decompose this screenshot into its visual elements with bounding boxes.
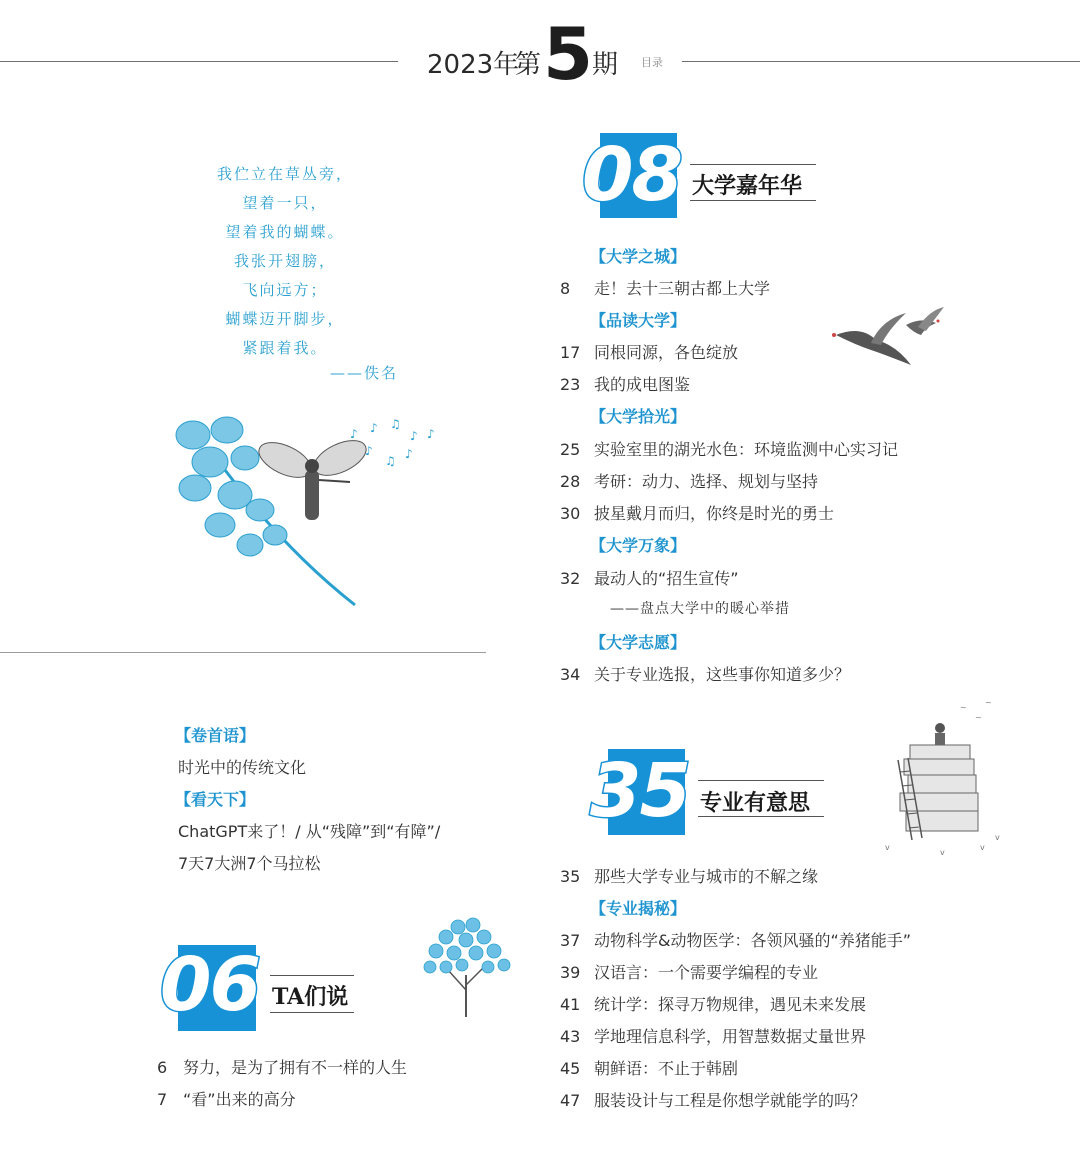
label-university-panorama: 【大学万象】 xyxy=(590,536,687,555)
section-06-rule-top xyxy=(270,975,354,976)
entry-title: 披星戴月而归，你终是时光的勇士 xyxy=(594,504,835,523)
entry-title: 朝鲜语：不止于韩剧 xyxy=(594,1059,739,1078)
svg-text:v: v xyxy=(940,848,945,857)
svg-text:♫: ♫ xyxy=(385,454,396,468)
leaf-fairy-illustration xyxy=(165,410,445,610)
poem-line: 我伫立在草丛旁， xyxy=(216,165,353,183)
entry-title: 服装设计与工程是你想学就能学的吗？ xyxy=(594,1091,867,1110)
label-university-city: 【大学之城】 xyxy=(590,247,687,266)
entry-title: 学地理信息科学，用智慧数据丈量世界 xyxy=(594,1027,867,1046)
section-06-number: 06 xyxy=(160,942,259,1028)
book-stack-illustration xyxy=(880,690,1010,860)
issue-prefix: 第 xyxy=(515,50,542,80)
toc-entry[interactable] xyxy=(560,864,818,887)
svg-text:v: v xyxy=(885,843,890,852)
entry-title: 努力，是为了拥有不一样的人生 xyxy=(183,1058,408,1077)
poem-line: 紧跟着我。 xyxy=(242,339,328,357)
entry-title: 最动人的“招生宣传” xyxy=(594,569,739,588)
page-number: 37 xyxy=(560,931,581,950)
toc-entry[interactable] xyxy=(560,276,770,299)
issue-year: 2023年 xyxy=(427,50,520,80)
entry-subtitle: ——盘点大学中的暖心举措 xyxy=(610,601,790,617)
swallows-illustration xyxy=(826,305,946,385)
toc-entry[interactable] xyxy=(157,1087,296,1110)
svg-text:~: ~ xyxy=(985,698,992,707)
page-number: 47 xyxy=(560,1091,581,1110)
label-university-aspiration: 【大学志愿】 xyxy=(590,633,687,652)
page-number: 8 xyxy=(560,279,571,298)
svg-text:♪: ♪ xyxy=(350,427,358,441)
entry-title: 走！去十三朝古都上大学 xyxy=(594,279,771,298)
label-preface: 【卷首语】 xyxy=(175,726,256,745)
list-item[interactable]: 时光中的传统文化 xyxy=(178,758,307,777)
toc-entry[interactable] xyxy=(157,1055,407,1078)
page-number: 25 xyxy=(560,440,581,459)
toc-entry[interactable] xyxy=(560,469,818,492)
entry-title: “看”出来的高分 xyxy=(183,1090,296,1109)
toc-entry[interactable] xyxy=(560,992,866,1015)
left-divider xyxy=(0,652,486,653)
page-number: 35 xyxy=(560,867,581,886)
poem-line: 蝴蝶迈开脚步， xyxy=(225,310,345,328)
page-number: 34 xyxy=(560,665,581,684)
toc-entry[interactable] xyxy=(560,340,738,363)
entry-title: 动物科学&动物医学：各领风骚的“养猪能手” xyxy=(594,931,912,950)
list-item[interactable]: 7天7大洲7个马拉松 xyxy=(178,854,321,873)
section-08-title: 大学嘉年华 xyxy=(692,173,803,199)
page-number: 7 xyxy=(157,1090,168,1109)
page-number: 6 xyxy=(157,1058,168,1077)
svg-text:~: ~ xyxy=(960,703,967,712)
svg-text:v: v xyxy=(980,843,985,852)
entry-title: 我的成电图鉴 xyxy=(594,375,691,394)
entry-title: 汉语言：一个需要学编程的专业 xyxy=(594,963,819,982)
page-number: 17 xyxy=(560,343,581,362)
toc-entry[interactable] xyxy=(560,566,739,589)
svg-text:v: v xyxy=(995,833,1000,842)
section-08-rule-top xyxy=(690,164,816,165)
poem-line: 望着我的蝴蝶。 xyxy=(225,223,345,241)
section-35-rule-bottom xyxy=(698,816,824,817)
toc-entry[interactable] xyxy=(560,501,834,524)
page-number: 23 xyxy=(560,375,581,394)
entry-title: 那些大学专业与城市的不解之缘 xyxy=(594,867,819,886)
poem xyxy=(160,160,410,363)
section-35-number: 35 xyxy=(590,748,689,834)
page-number: 41 xyxy=(560,995,581,1014)
entry-title: 统计学：探寻万物规律，遇见未来发展 xyxy=(594,995,867,1014)
toc-entry[interactable] xyxy=(560,662,850,685)
section-06-rule-bottom xyxy=(270,1012,354,1013)
toc-entry[interactable] xyxy=(560,1024,866,1047)
section-08-rule-bottom xyxy=(690,200,816,201)
toc-entry[interactable] xyxy=(560,1056,738,1079)
section-08-number: 08 xyxy=(582,132,681,218)
poem-line: 我张开翅膀， xyxy=(233,252,336,270)
blue-flower-illustration xyxy=(418,915,518,1020)
header-rule-left xyxy=(0,61,398,62)
page-number: 28 xyxy=(560,472,581,491)
toc-label: 目录 xyxy=(641,56,663,69)
toc-entry[interactable] xyxy=(560,960,818,983)
toc-entry[interactable] xyxy=(560,372,690,395)
page-number: 39 xyxy=(560,963,581,982)
poem-author: ——佚名 xyxy=(330,364,399,382)
poem-line: 望着一只， xyxy=(242,194,328,212)
label-university-moments: 【大学拾光】 xyxy=(590,407,687,426)
entry-title: 关于专业选报，这些事你知道多少？ xyxy=(594,665,851,684)
entry-title: 实验室里的湖光水色：环境监测中心实习记 xyxy=(594,440,899,459)
label-world: 【看天下】 xyxy=(175,790,256,809)
section-35-title: 专业有意思 xyxy=(700,790,811,816)
entry-title: 同根同源，各色绽放 xyxy=(594,343,739,362)
header-rule-right xyxy=(682,61,1080,62)
list-item[interactable]: ChatGPT来了！/ 从“残障”到“有障”/ xyxy=(178,822,441,841)
svg-text:♪: ♪ xyxy=(410,429,418,443)
toc-entry[interactable] xyxy=(560,437,898,460)
svg-text:♪: ♪ xyxy=(427,427,435,441)
page-number: 32 xyxy=(560,569,581,588)
svg-text:♪: ♪ xyxy=(365,444,373,458)
svg-text:~: ~ xyxy=(975,713,982,722)
poem-line: 飞向远方； xyxy=(242,281,328,299)
page-number: 43 xyxy=(560,1027,581,1046)
entry-title: 考研：动力、选择、规划与坚持 xyxy=(594,472,819,491)
issue-number: 5 xyxy=(543,12,594,96)
toc-entry[interactable] xyxy=(560,1088,866,1111)
section-35-rule-top xyxy=(698,780,824,781)
issue-suffix: 期 xyxy=(592,50,619,80)
label-major-reveal: 【专业揭秘】 xyxy=(590,899,687,918)
toc-entry[interactable] xyxy=(560,928,911,951)
page-number: 45 xyxy=(560,1059,581,1078)
section-06-title: TA们说 xyxy=(272,984,349,1010)
label-read-university: 【品读大学】 xyxy=(590,311,687,330)
svg-text:♫: ♫ xyxy=(390,417,401,431)
svg-text:♪: ♪ xyxy=(405,447,413,461)
page-number: 30 xyxy=(560,504,581,523)
svg-text:♪: ♪ xyxy=(370,421,378,435)
